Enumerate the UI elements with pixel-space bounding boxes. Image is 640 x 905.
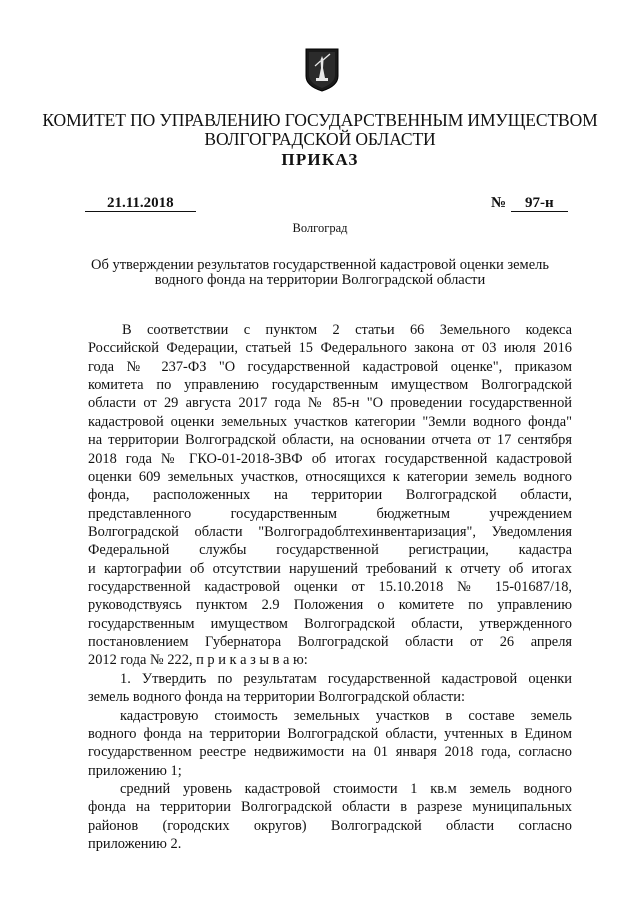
item1a-line: водного фонда на территории Волгоградской области, учтенных в Едином — [88, 725, 572, 742]
body-line: 2012 года № 222, п р и к а з ы в а ю: — [88, 652, 308, 669]
item1a-line: кадастровую стоимость земельных участков в составе земель — [120, 707, 572, 724]
document-type: ПРИКАЗ — [281, 150, 359, 169]
volgograd-coat-of-arms-icon — [305, 48, 339, 92]
body-line: В соответствии с пунктом 2 статьи 66 Земельного кодекса — [122, 322, 572, 338]
body-line: года № 237-ФЗ "О государственной кадастровой оценке", приказом — [88, 358, 572, 375]
item1b-line: районов (городских округов) Волгоградской области согласно — [88, 817, 572, 834]
body-line: и картографии об отсутствии нарушений требований к отчету об итогах — [88, 560, 572, 577]
document-subject: Об утверждении результатов государственной кадастровой оценки земель водного фонда на территории Волгоградской области — [90, 257, 549, 288]
body-line: фонда, расположенных на территории Волгоградской области, — [88, 487, 572, 504]
city-name: Волгоград — [292, 221, 348, 235]
item1a-line: государственном реестре недвижимости на 01 января 2018 года, согласно — [88, 744, 572, 761]
body-line: руководствуясь пунктом 2.9 Положения о комитете по управлению — [88, 597, 572, 614]
body-line: представленного государственным бюджетным учреждением — [88, 505, 572, 522]
body-line: Волгоградской области "Волгоградоблтехинвентаризация", Уведомления — [88, 523, 572, 540]
body-line: 2018 года № ГКО-01-2018-ЗВФ об итогах государственной кадастровой — [88, 450, 572, 467]
body-line: области от 29 августа 2017 года № 85-н "О проведении государственной — [88, 395, 572, 412]
organization-name-region: ВОЛГОГРАДСКОЙ ОБЛАСТИ — [204, 129, 436, 149]
item1b-line: средний уровень кадастровой стоимости 1 кв.м земель водного — [120, 780, 572, 797]
body-line: Российской Федерации, статьей 15 Федерального закона от 03 июля 2016 — [88, 340, 572, 357]
item1-line: 1. Утвердить по результатам государственной кадастровой оценки — [120, 670, 572, 687]
body-line: комитета по управлению государственным имуществом Волгоградской — [88, 377, 572, 394]
number-sign: № — [491, 195, 507, 211]
document-date: 21.11.2018 — [85, 195, 196, 212]
body-line: на территории Волгоградской области, на основании отчета от 17 сентября — [88, 432, 572, 449]
item1b-line: фонда на территории Волгоградской области в разрезе муниципальных — [88, 799, 572, 816]
body-line: государственной кадастровой оценки от 15.10.2018 № 15-01687/18, — [88, 579, 572, 595]
document-number: 97-н — [511, 195, 568, 212]
organization-name: КОМИТЕТ ПО УПРАВЛЕНИЮ ГОСУДАРСТВЕННЫМ ИМУЩЕСТВОМ — [42, 110, 598, 130]
item1a-line: приложению 1; — [88, 762, 182, 779]
item1b-line: приложению 2. — [88, 836, 182, 852]
body-line: оценки 609 земельных участков, относящихся к категории земель водного — [88, 468, 572, 485]
body-line: Федеральной службы государственной регистрации, кадастра — [88, 542, 572, 559]
body-line: постановлением Губернатора Волгоградской области от 26 апреля — [88, 634, 572, 651]
body-line: кадастровой оценки земельных участков категории "Земли водного фонда" — [88, 413, 572, 430]
item1-line: земель водного фонда на территории Волгоградской области: — [88, 689, 465, 706]
body-line: государственным имуществом Волгоградской области, утвержденного — [88, 615, 572, 632]
